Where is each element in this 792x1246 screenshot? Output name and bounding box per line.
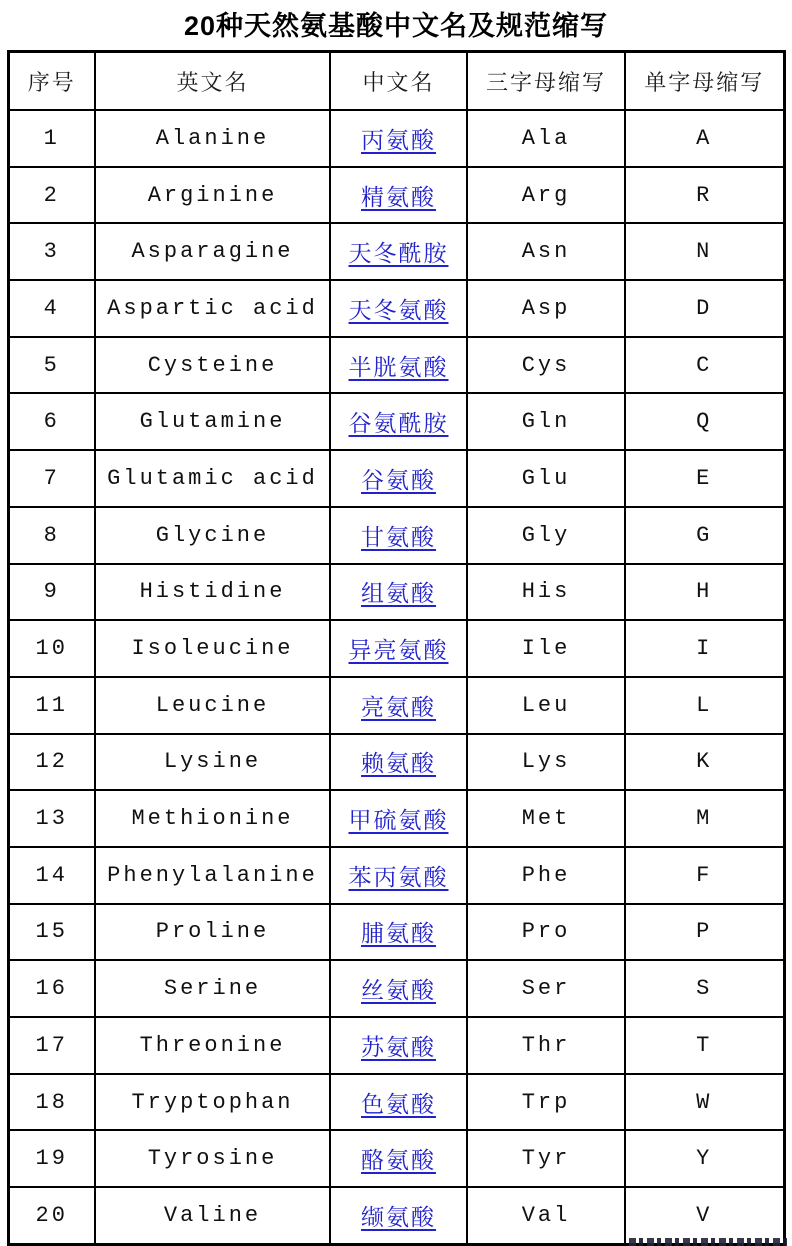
chinese-name-cell bbox=[330, 960, 467, 1017]
one-letter-cell: N bbox=[625, 223, 784, 280]
chinese-name-cell bbox=[330, 280, 467, 337]
english-name-cell: Leucine bbox=[95, 677, 330, 734]
chinese-name-link[interactable]: 脯氨酸 bbox=[361, 921, 436, 947]
english-name-cell: Serine bbox=[95, 960, 330, 1017]
chinese-name-link[interactable]: 苯丙氨酸 bbox=[348, 864, 449, 890]
table-row bbox=[8, 847, 784, 904]
english-name-cell: Glutamine bbox=[95, 393, 330, 450]
table-row bbox=[8, 620, 784, 677]
chinese-name-cell bbox=[330, 337, 467, 394]
table-row bbox=[8, 734, 784, 791]
one-letter-cell: K bbox=[625, 734, 784, 791]
table-row bbox=[8, 1130, 784, 1187]
one-letter-cell: T bbox=[625, 1017, 784, 1074]
chinese-name-cell bbox=[330, 564, 467, 621]
three-letter-cell: Met bbox=[467, 790, 625, 847]
row-number-cell: 4 bbox=[8, 280, 95, 337]
one-letter-cell: R bbox=[625, 167, 784, 224]
table-row bbox=[8, 677, 784, 734]
header-one-letter: 单字母缩写 bbox=[625, 52, 784, 111]
one-letter-cell: P bbox=[625, 904, 784, 961]
english-name-cell: Glycine bbox=[95, 507, 330, 564]
one-letter-cell: V bbox=[625, 1187, 784, 1244]
three-letter-cell: Ala bbox=[467, 110, 625, 167]
english-name-cell: Lysine bbox=[95, 734, 330, 791]
chinese-name-cell bbox=[330, 1017, 467, 1074]
row-number-cell: 16 bbox=[8, 960, 95, 1017]
three-letter-cell: Val bbox=[467, 1187, 625, 1244]
chinese-name-cell bbox=[330, 790, 467, 847]
one-letter-cell: A bbox=[625, 110, 784, 167]
table-body bbox=[8, 110, 784, 1244]
one-letter-cell: Q bbox=[625, 393, 784, 450]
table-row bbox=[8, 393, 784, 450]
clipped-watermark bbox=[629, 1238, 789, 1246]
chinese-name-cell bbox=[330, 167, 467, 224]
one-letter-cell: H bbox=[625, 564, 784, 621]
chinese-name-link[interactable]: 谷氨酸 bbox=[361, 467, 436, 493]
table-row bbox=[8, 1187, 784, 1244]
three-letter-cell: Cys bbox=[467, 337, 625, 394]
chinese-name-cell bbox=[330, 450, 467, 507]
one-letter-cell: I bbox=[625, 620, 784, 677]
one-letter-cell: E bbox=[625, 450, 784, 507]
three-letter-cell: Ile bbox=[467, 620, 625, 677]
chinese-name-cell bbox=[330, 393, 467, 450]
three-letter-cell: Asp bbox=[467, 280, 625, 337]
english-name-cell: Cysteine bbox=[95, 337, 330, 394]
row-number-cell: 17 bbox=[8, 1017, 95, 1074]
english-name-cell: Asparagine bbox=[95, 223, 330, 280]
chinese-name-link[interactable]: 异亮氨酸 bbox=[348, 638, 449, 664]
row-number-cell: 14 bbox=[8, 847, 95, 904]
row-number-cell: 10 bbox=[8, 620, 95, 677]
chinese-name-link[interactable]: 谷氨酰胺 bbox=[348, 411, 449, 437]
header-english-name: 英文名 bbox=[95, 52, 330, 111]
row-number-cell: 19 bbox=[8, 1130, 95, 1187]
chinese-name-link[interactable]: 甘氨酸 bbox=[361, 524, 436, 550]
table-row bbox=[8, 564, 784, 621]
chinese-name-cell bbox=[330, 847, 467, 904]
chinese-name-link[interactable]: 缬氨酸 bbox=[361, 1204, 436, 1230]
english-name-cell: Tryptophan bbox=[95, 1074, 330, 1131]
three-letter-cell: Arg bbox=[467, 167, 625, 224]
three-letter-cell: Glu bbox=[467, 450, 625, 507]
chinese-name-cell bbox=[330, 110, 467, 167]
english-name-cell: Tyrosine bbox=[95, 1130, 330, 1187]
three-letter-cell: Thr bbox=[467, 1017, 625, 1074]
english-name-cell: Alanine bbox=[95, 110, 330, 167]
chinese-name-link[interactable]: 天冬酰胺 bbox=[348, 241, 449, 267]
chinese-name-cell bbox=[330, 1130, 467, 1187]
row-number-cell: 7 bbox=[8, 450, 95, 507]
one-letter-cell: G bbox=[625, 507, 784, 564]
row-number-cell: 9 bbox=[8, 564, 95, 621]
chinese-name-link[interactable]: 半胱氨酸 bbox=[348, 354, 449, 380]
english-name-cell: Glutamic acid bbox=[95, 450, 330, 507]
table-row bbox=[8, 507, 784, 564]
row-number-cell: 2 bbox=[8, 167, 95, 224]
row-number-cell: 1 bbox=[8, 110, 95, 167]
chinese-name-link[interactable]: 亮氨酸 bbox=[361, 694, 436, 720]
chinese-name-link[interactable]: 组氨酸 bbox=[361, 581, 436, 607]
row-number-cell: 20 bbox=[8, 1187, 95, 1244]
row-number-cell: 12 bbox=[8, 734, 95, 791]
table-row bbox=[8, 223, 784, 280]
three-letter-cell: Gly bbox=[467, 507, 625, 564]
three-letter-cell: Pro bbox=[467, 904, 625, 961]
row-number-cell: 3 bbox=[8, 223, 95, 280]
english-name-cell: Arginine bbox=[95, 167, 330, 224]
one-letter-cell: D bbox=[625, 280, 784, 337]
three-letter-cell: Tyr bbox=[467, 1130, 625, 1187]
table-row bbox=[8, 1074, 784, 1131]
row-number-cell: 11 bbox=[8, 677, 95, 734]
chinese-name-link[interactable]: 丝氨酸 bbox=[361, 978, 436, 1004]
english-name-cell: Methionine bbox=[95, 790, 330, 847]
chinese-name-link[interactable]: 天冬氨酸 bbox=[348, 297, 449, 323]
table-row bbox=[8, 167, 784, 224]
chinese-name-cell bbox=[330, 734, 467, 791]
three-letter-cell: Phe bbox=[467, 847, 625, 904]
chinese-name-cell bbox=[330, 620, 467, 677]
page-title: 20种天然氨基酸中文名及规范缩写 bbox=[183, 11, 609, 41]
english-name-cell: Aspartic acid bbox=[95, 280, 330, 337]
one-letter-cell: L bbox=[625, 677, 784, 734]
chinese-name-link[interactable]: 赖氨酸 bbox=[361, 751, 436, 777]
table-row bbox=[8, 280, 784, 337]
row-number-cell: 8 bbox=[8, 507, 95, 564]
english-name-cell: Histidine bbox=[95, 564, 330, 621]
table-header-row bbox=[8, 52, 784, 111]
three-letter-cell: Asn bbox=[467, 223, 625, 280]
row-number-cell: 6 bbox=[8, 393, 95, 450]
chinese-name-link[interactable]: 精氨酸 bbox=[361, 184, 436, 210]
one-letter-cell: Y bbox=[625, 1130, 784, 1187]
table-row bbox=[8, 450, 784, 507]
chinese-name-link[interactable]: 甲硫氨酸 bbox=[348, 808, 449, 834]
chinese-name-cell bbox=[330, 904, 467, 961]
table-row bbox=[8, 904, 784, 961]
one-letter-cell: C bbox=[625, 337, 784, 394]
header-chinese-name: 中文名 bbox=[330, 52, 467, 111]
row-number-cell: 15 bbox=[8, 904, 95, 961]
table-row bbox=[8, 337, 784, 394]
three-letter-cell: Ser bbox=[467, 960, 625, 1017]
row-number-cell: 5 bbox=[8, 337, 95, 394]
english-name-cell: Valine bbox=[95, 1187, 330, 1244]
three-letter-cell: Leu bbox=[467, 677, 625, 734]
header-three-letter: 三字母缩写 bbox=[467, 52, 625, 111]
chinese-name-cell bbox=[330, 1187, 467, 1244]
chinese-name-link[interactable]: 酪氨酸 bbox=[361, 1148, 436, 1174]
chinese-name-link[interactable]: 色氨酸 bbox=[361, 1091, 436, 1117]
english-name-cell: Proline bbox=[95, 904, 330, 961]
table-row bbox=[8, 1017, 784, 1074]
one-letter-cell: W bbox=[625, 1074, 784, 1131]
one-letter-cell: S bbox=[625, 960, 784, 1017]
table-row bbox=[8, 960, 784, 1017]
chinese-name-link[interactable]: 丙氨酸 bbox=[361, 127, 436, 153]
table-row bbox=[8, 790, 784, 847]
one-letter-cell: M bbox=[625, 790, 784, 847]
amino-acid-table bbox=[7, 50, 786, 1246]
three-letter-cell: Lys bbox=[467, 734, 625, 791]
chinese-name-link[interactable]: 苏氨酸 bbox=[361, 1034, 436, 1060]
english-name-cell: Isoleucine bbox=[95, 620, 330, 677]
header-number: 序号 bbox=[8, 52, 95, 111]
chinese-name-cell bbox=[330, 677, 467, 734]
english-name-cell: Threonine bbox=[95, 1017, 330, 1074]
three-letter-cell: Gln bbox=[467, 393, 625, 450]
row-number-cell: 13 bbox=[8, 790, 95, 847]
english-name-cell: Phenylalanine bbox=[95, 847, 330, 904]
table-row bbox=[8, 110, 784, 167]
three-letter-cell: His bbox=[467, 564, 625, 621]
chinese-name-cell bbox=[330, 223, 467, 280]
chinese-name-cell bbox=[330, 1074, 467, 1131]
row-number-cell: 18 bbox=[8, 1074, 95, 1131]
one-letter-cell: F bbox=[625, 847, 784, 904]
chinese-name-cell bbox=[330, 507, 467, 564]
three-letter-cell: Trp bbox=[467, 1074, 625, 1131]
